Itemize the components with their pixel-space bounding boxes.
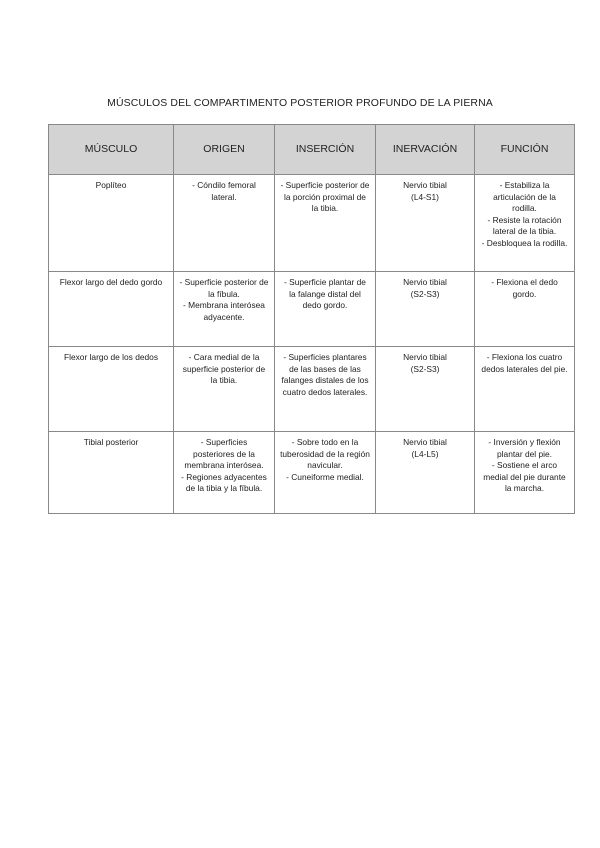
muscles-table <box>48 124 575 514</box>
insercion-line: - Sobre todo en la tuberosidad de la región navicular. <box>280 437 370 471</box>
origen-line: - Cara medial de la superficie posterior de la tibia. <box>182 352 266 386</box>
inervacion-line: Nervio tibial <box>403 352 447 362</box>
cell-musculo: Flexor largo de los dedos <box>49 347 174 432</box>
cell-origen <box>174 432 275 514</box>
origen-line: - Regiones adyacentes de la tibia y la fíbula. <box>181 471 267 494</box>
table-header-row <box>49 125 575 175</box>
origen-line: - Cóndilo femoral lateral. <box>192 180 256 202</box>
funcion-line: - Flexiona los cuatro dedos laterales del pie. <box>481 352 568 374</box>
origen-line: - Superficies posteriores de la membrana interósea. <box>184 437 264 471</box>
funcion-line: - Desbloquea la rodilla. <box>481 237 568 248</box>
funcion-line: - Estabiliza la articulación de la rodilla. <box>493 180 556 214</box>
cell-insercion <box>275 272 376 347</box>
cell-inervacion <box>376 175 475 272</box>
insercion-line: - Cuneiforme medial. <box>286 471 364 482</box>
header-musculo: MÚSCULO <box>49 125 174 175</box>
header-funcion: FUNCIÓN <box>475 125 575 175</box>
inervacion-line: (S2-S3) <box>410 288 440 299</box>
cell-musculo: Tibial posterior <box>49 432 174 514</box>
cell-inervacion <box>376 432 475 514</box>
inervacion-line: (L4-S1) <box>411 191 439 202</box>
header-insercion: INSERCIÓN <box>275 125 376 175</box>
table-row <box>49 432 575 514</box>
cell-insercion <box>275 432 376 514</box>
inervacion-line: Nervio tibial <box>403 277 447 287</box>
funcion-line: - Flexiona el dedo gordo. <box>491 277 558 299</box>
cell-funcion <box>475 432 575 514</box>
inervacion-line: (L4-L5) <box>411 448 439 459</box>
inervacion-line: Nervio tibial <box>403 180 447 190</box>
table-row <box>49 347 575 432</box>
header-inervacion: INERVACIÓN <box>376 125 475 175</box>
cell-inervacion <box>376 347 475 432</box>
header-origen: ORIGEN <box>174 125 275 175</box>
origen-line: - Superficie posterior de la fíbula. <box>179 277 269 299</box>
funcion-line: - Sostiene el arco medial del pie durante la marcha. <box>483 460 566 494</box>
cell-musculo: Poplíteo <box>49 175 174 272</box>
cell-inervacion <box>376 272 475 347</box>
funcion-line: - Inversión y flexión plantar del pie. <box>488 437 561 459</box>
cell-origen <box>174 347 275 432</box>
cell-funcion <box>475 175 575 272</box>
cell-funcion <box>475 272 575 347</box>
origen-line: - Membrana interósea adyacente. <box>183 300 265 322</box>
inervacion-line: Nervio tibial <box>403 437 447 447</box>
insercion-line: - Superficies plantares de las bases de las falanges distales de los cuatro dedos laterales. <box>281 352 369 397</box>
cell-funcion <box>475 347 575 432</box>
cell-musculo: Flexor largo del dedo gordo <box>49 272 174 347</box>
cell-origen <box>174 175 275 272</box>
insercion-line: - Superficie posterior de la porción proximal de la tibia. <box>280 180 370 214</box>
table-row <box>49 272 575 347</box>
inervacion-line: (S2-S3) <box>410 363 440 374</box>
table-row <box>49 175 575 272</box>
page-title: MÚSCULOS DEL COMPARTIMENTO POSTERIOR PROFUNDO DE LA PIERNA <box>107 97 493 109</box>
insercion-line: - Superficie plantar de la falange distal del dedo gordo. <box>284 277 366 311</box>
cell-insercion <box>275 175 376 272</box>
funcion-line: - Resiste la rotación lateral de la tibia. <box>487 214 562 237</box>
cell-insercion <box>275 347 376 432</box>
cell-origen <box>174 272 275 347</box>
